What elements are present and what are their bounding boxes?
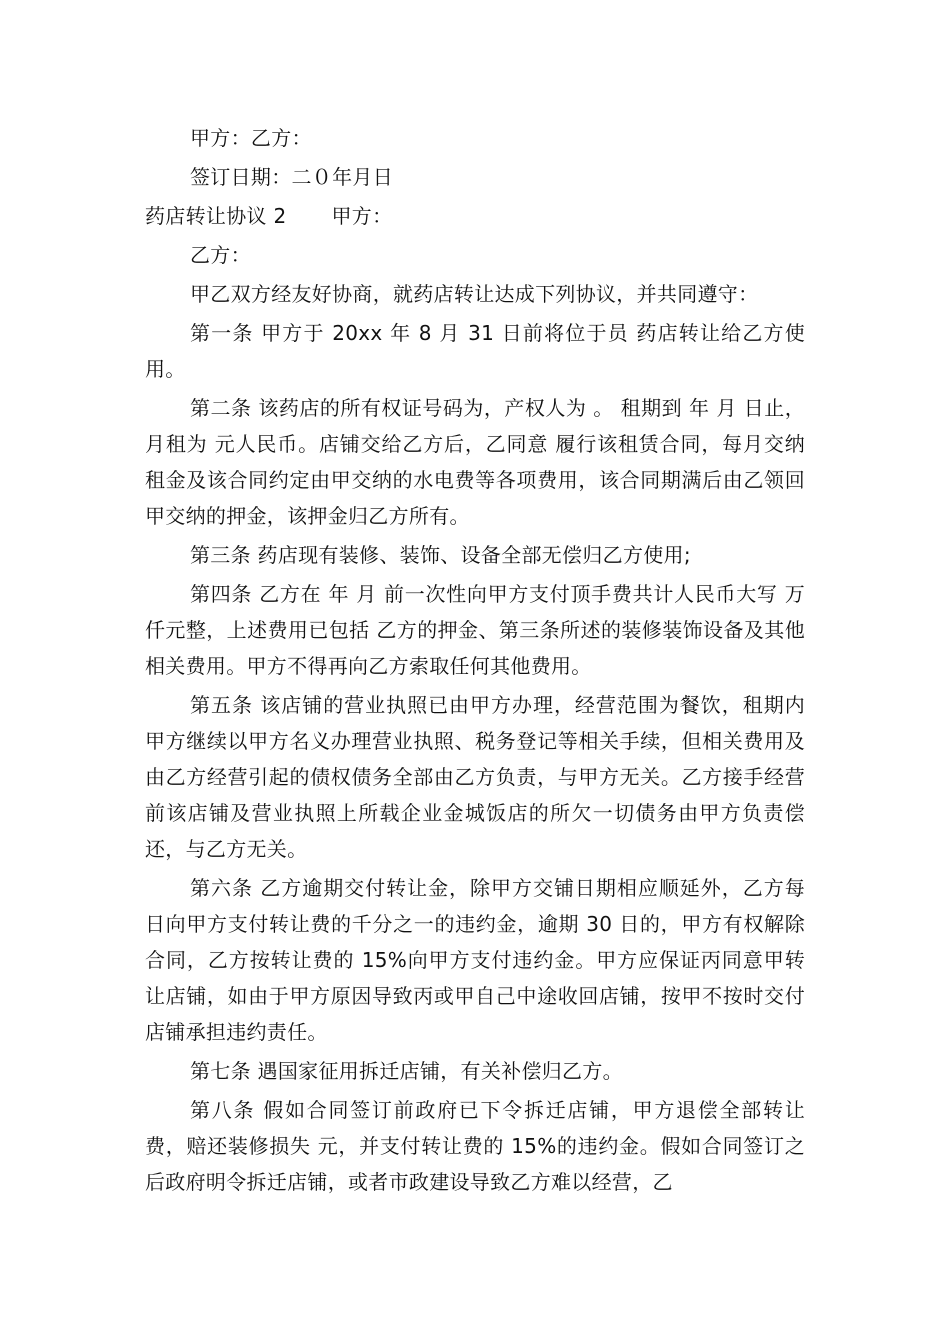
party-a-label: 甲方： <box>331 204 393 228</box>
article-3: 第三条 药店现有装修、装饰、设备全部无偿归乙方使用; <box>190 543 691 567</box>
article-5: 第五条 该店铺的营业执照已由甲方办理，经营范围为餐饮，租期内甲方继续以甲方名义办理营业执照、税务登记等相关手续，但相关费用及由乙方经营引起的债权债务全部由乙方负责，与甲方无关。乙方接手经营前该店铺及营业执照上所载企业金城饭店的所欠一切债务由甲方负责偿还，与乙方无关。 <box>145 693 805 861</box>
article-2: 第二条 该药店的所有权证号码为，产权人为 。 租期到 年 月 日止，月租为 元人民币。店铺交给乙方后，乙同意 履行该租赁合同，每月交纳租金及该合同约定由甲交纳的水电费等各项费用，该合同期满后由乙领回甲交纳的押金，该押金归乙方所有。 <box>145 396 805 528</box>
party-b-label: 乙方： <box>190 243 251 267</box>
section-title: 药店转让协议 2 <box>145 204 287 228</box>
parties-line: 甲方：乙方： <box>190 126 312 150</box>
article-8: 第八条 假如合同签订前政府已下令拆迁店铺，甲方退偿全部转让费，赔还装修损失 元，并支付转让费的 15%的违约金。假如合同签订之后政府明令拆迁店铺，或者市政建设导致乙方难以经营，乙 <box>145 1098 805 1194</box>
document-body <box>145 120 805 1203</box>
intro-paragraph: 甲乙双方经友好协商，就药店转让达成下列协议，并共同遵守： <box>190 282 759 306</box>
sign-date-line: 签订日期：二０年月日 <box>190 165 393 189</box>
article-6: 第六条 乙方逾期交付转让金，除甲方交铺日期相应顺延外，乙方每日向甲方支付转让费的千分之一的违约金，逾期 30 日的，甲方有权解除合同，乙方按转让费的 15%向甲方支付违约金。甲方应保证丙同意甲转让店铺，如由于甲方原因导致丙或甲自己中途收回店铺，按甲不按时交付店铺承担违约责任。 <box>145 876 805 1044</box>
article-1: 第一条 甲方于 20xx 年 8 月 31 日前将位于员 药店转让给乙方使用。 <box>145 321 805 381</box>
article-7: 第七条 遇国家征用拆迁店铺，有关补偿归乙方。 <box>190 1059 623 1083</box>
section-title-line <box>145 198 805 234</box>
article-4: 第四条 乙方在 年 月 前一次性向甲方支付顶手费共计人民币大写 万 仟元整，上述费用已包括 乙方的押金、第三条所述的装修装饰设备及其他相关费用。甲方不得再向乙方索取任何其他费用。 <box>145 582 805 678</box>
